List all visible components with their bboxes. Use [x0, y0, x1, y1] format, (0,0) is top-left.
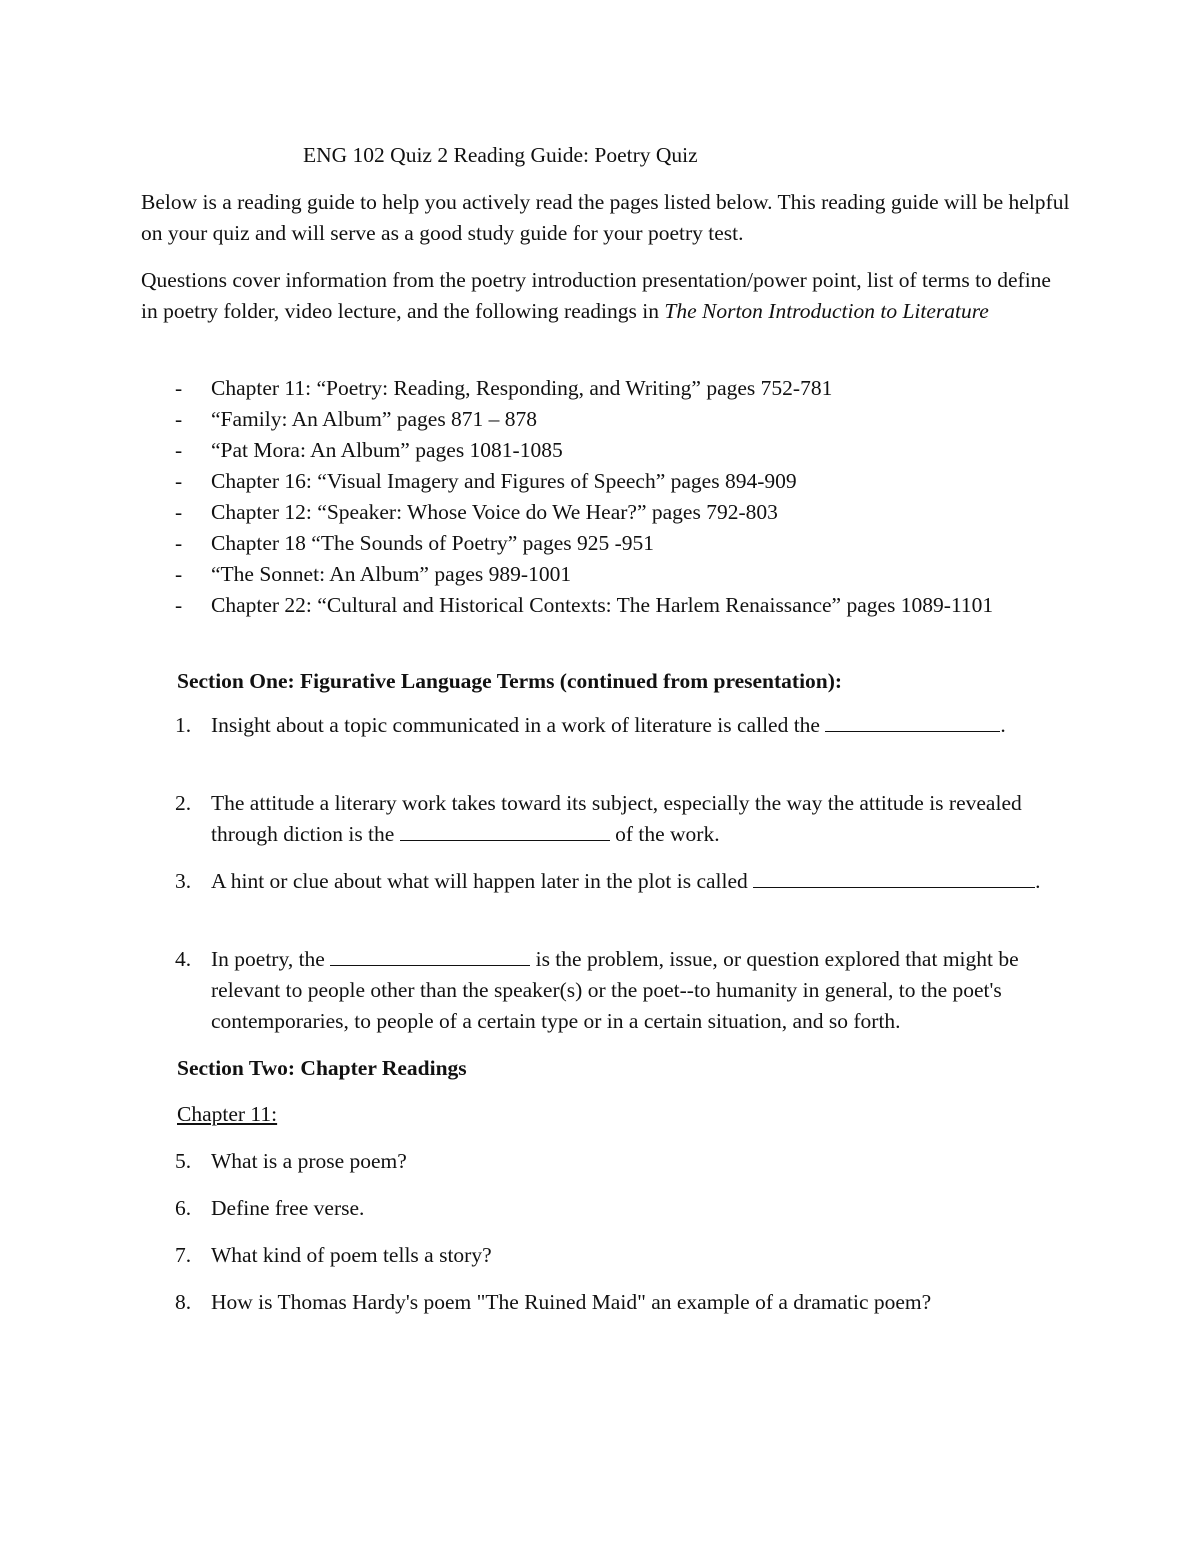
reading-text: “Family: An Album” pages 871 – 878 — [211, 407, 538, 431]
reading-text: Chapter 18 “The Sounds of Poetry” pages 925 -951 — [211, 531, 655, 555]
intro-paragraph: Below is a reading guide to help you actively read the pages listed below. This reading guide will be helpful on your quiz and will serve as a good study guide for your poetry test. — [141, 190, 1070, 245]
question-text-before: In poetry, the — [211, 947, 331, 971]
question-text — [211, 710, 1071, 741]
readings-list — [141, 373, 1041, 621]
question-text: What is a prose poem? — [211, 1149, 407, 1173]
question-text — [211, 944, 1071, 1037]
list-item — [141, 497, 1041, 528]
list-item — [141, 590, 1041, 621]
question-text-after: is the problem, issue, or question explored that might be relevant to people other than the speaker(s) or the poet--to humanity in general, to the poet's contemporaries, to people of a certain type or in a certain situation, and so forth. — [211, 947, 1019, 1033]
list-item — [141, 559, 1041, 590]
reading-text: Chapter 22: “Cultural and Historical Contexts: The Harlem Renaissance” pages 1089-1101 — [211, 593, 994, 617]
answer-blank — [400, 820, 610, 841]
reading-text: Chapter 16: “Visual Imagery and Figures of Speech” pages 894-909 — [211, 469, 797, 493]
reading-text: “Pat Mora: An Album” pages 1081-1085 — [211, 438, 563, 462]
dash-bullet: - — [175, 438, 183, 462]
reading-text: “The Sonnet: An Album” pages 989-1001 — [211, 562, 572, 586]
list-item — [141, 466, 1041, 497]
coverage-paragraph — [141, 265, 1071, 327]
chapter-subheading: Chapter 11: — [177, 1102, 278, 1126]
answer-blank — [330, 945, 530, 966]
question-text: How is Thomas Hardy's poem "The Ruined Maid" an example of a dramatic poem? — [211, 1290, 932, 1314]
dash-bullet: - — [175, 376, 183, 400]
list-item — [141, 373, 1041, 404]
question-text-before: A hint or clue about what will happen later in the plot is called — [211, 869, 754, 893]
question-text: Define free verse. — [211, 1196, 365, 1220]
list-item — [141, 528, 1041, 559]
dash-bullet: - — [175, 531, 183, 555]
dash-bullet: - — [175, 469, 183, 493]
question-number: 6. — [175, 1196, 192, 1220]
list-item — [141, 404, 1041, 435]
answer-blank — [753, 867, 1035, 888]
question-number: 5. — [175, 1149, 192, 1173]
question-text — [211, 866, 1071, 897]
reading-text: Chapter 11: “Poetry: Reading, Responding, and Writing” pages 752-781 — [211, 376, 833, 400]
question-number: 7. — [175, 1243, 192, 1267]
list-item — [141, 435, 1041, 466]
question-text — [211, 788, 1071, 850]
coverage-text: Questions cover information from the poetry introduction presentation/power point, list of terms to define in poetry folder, video lecture, and the following readings in — [141, 268, 1051, 323]
dash-bullet: - — [175, 500, 183, 524]
question-number: 8. — [175, 1290, 192, 1314]
book-title: The Norton Introduction to Literature — [664, 299, 989, 323]
question-text-before: The attitude a literary work takes toward its subject, especially the way the attitude is revealed through diction is the — [211, 791, 1022, 846]
section-two-heading: Section Two: Chapter Readings — [177, 1056, 467, 1080]
question-number: 2. — [175, 791, 192, 815]
question-text-after: . — [1035, 869, 1041, 893]
reading-text: Chapter 12: “Speaker: Whose Voice do We Hear?” pages 792-803 — [211, 500, 778, 524]
dash-bullet: - — [175, 407, 183, 431]
section-one-heading: Section One: Figurative Language Terms (continued from presentation): — [177, 669, 843, 693]
question-text: What kind of poem tells a story? — [211, 1243, 492, 1267]
question-number: 1. — [175, 713, 192, 737]
page-title: ENG 102 Quiz 2 Reading Guide: Poetry Quiz — [303, 143, 698, 167]
question-text-after: . — [1000, 713, 1006, 737]
question-number: 4. — [175, 947, 192, 971]
question-text-after: of the work. — [609, 822, 720, 846]
dash-bullet: - — [175, 562, 183, 586]
question-number: 3. — [175, 869, 192, 893]
question-text-before: Insight about a topic communicated in a work of literature is called the — [211, 713, 826, 737]
answer-blank — [825, 711, 1000, 732]
dash-bullet: - — [175, 593, 183, 617]
